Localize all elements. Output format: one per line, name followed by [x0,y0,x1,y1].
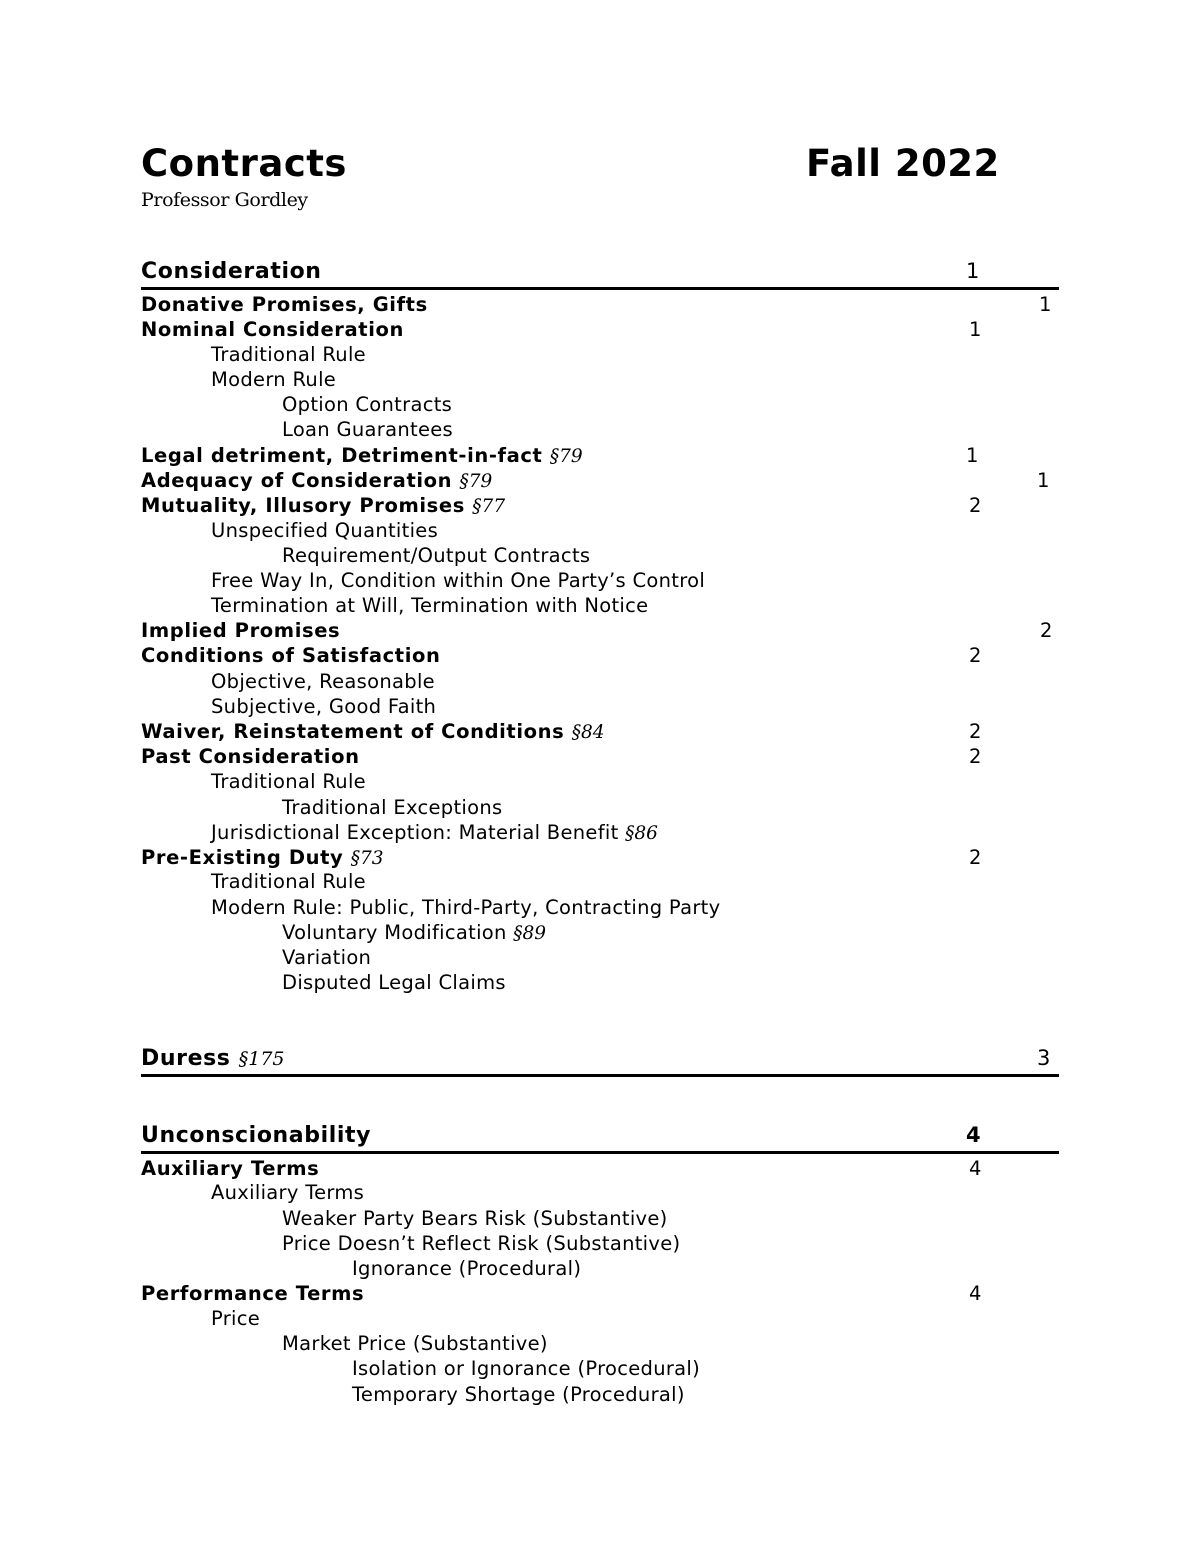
entry-text: Temporary Shortage (Procedural) [352,1383,685,1406]
page-number: 2 [969,720,982,743]
section-citation: §79 [459,471,493,492]
outline-entry [0,518,1200,543]
outline-entry [0,643,1200,668]
entry-text: Mutuality, Illusory Promises [141,494,465,517]
entry-text: Objective, Reasonable [211,670,435,693]
outline-entry [0,493,1200,518]
outline-entry [0,342,1200,367]
entry-text: Requirement/Output Contracts [282,544,591,567]
entry-text: Loan Guarantees [282,418,454,441]
page-number: 2 [969,745,982,768]
entry-text: Free Way In, Condition within One Party’s Control [211,569,706,592]
page-number: 1 [966,259,980,283]
entry-text: Nominal Consideration [141,318,404,341]
outline-entry [0,719,1200,744]
entry-text: Legal detriment, Detriment-in-fact [141,444,543,467]
outline-entry [0,618,1200,643]
section-title: Unconscionability [141,1123,372,1148]
outline-entry [0,292,1200,317]
outline-entry [0,1331,1200,1356]
section-rule [141,287,1059,290]
entry-text: Jurisdictional Exception: Material Benefit [211,821,619,844]
page-number: 1 [1039,293,1052,316]
outline-entry [0,669,1200,694]
page-number: 2 [1040,619,1053,642]
section-citation: §175 [238,1048,285,1070]
entry-text: Weaker Party Bears Risk (Substantive) [282,1207,668,1230]
entry-text: Option Contracts [282,393,453,416]
outline-entry [0,694,1200,719]
entry-text: Traditional Rule [211,870,366,893]
page-number: 2 [969,494,982,517]
entry-text: Adequacy of Consideration [141,469,453,492]
section-heading-unconscionability [0,1123,1200,1148]
entry-text: Auxiliary Terms [141,1157,320,1180]
page-number: 4 [966,1123,982,1147]
outline-entry [0,1180,1200,1205]
outline-entry [0,317,1200,342]
outline-entry [0,1281,1200,1306]
entry-text: Price Doesn’t Reflect Risk (Substantive) [282,1232,681,1255]
section-heading-duress [0,1046,1200,1071]
entry-text: Variation [282,946,372,969]
entry-text: Market Price (Substantive) [282,1332,548,1355]
outline-entry [0,392,1200,417]
entry-text: Conditions of Satisfaction [141,644,441,667]
outline-entry [0,920,1200,945]
section-citation: §79 [549,446,583,467]
outline-entry [0,970,1200,995]
outline-entry [0,820,1200,845]
entry-text: Disputed Legal Claims [282,971,506,994]
entry-text: Voluntary Modification [282,921,507,944]
entry-text: Termination at Will, Termination with Notice [211,594,649,617]
outline-entry [0,568,1200,593]
outline-entry [0,895,1200,920]
course-title: Contracts [141,142,347,185]
section-citation: §84 [571,722,605,743]
entry-text: Subjective, Good Faith [211,695,437,718]
entry-text: Traditional Rule [211,343,366,366]
page-number: 2 [969,644,982,667]
outline-entry [0,1231,1200,1256]
entry-text: Waiver, Reinstatement of Conditions [141,720,565,743]
outline-entry [0,1156,1200,1181]
outline-entry [0,795,1200,820]
entry-text: Traditional Rule [211,770,366,793]
section-rule [141,1074,1059,1077]
section-title: Consideration [141,259,322,284]
section-heading-consideration [0,259,1200,284]
outline-entry [0,443,1200,468]
section-citation: §89 [513,923,546,944]
outline-entry [0,769,1200,794]
section-citation: §77 [472,496,506,517]
entry-text: Implied Promises [141,619,341,642]
outline-entry [0,1256,1200,1281]
outline-entry [0,1382,1200,1407]
outline-entry [0,869,1200,894]
entry-text: Modern Rule [211,368,337,391]
entry-text: Pre-Existing Duty [141,846,344,869]
outline-entry [0,945,1200,970]
page-number: 2 [969,846,982,869]
outline-entry [0,845,1200,870]
outline-entry [0,1356,1200,1381]
outline-entry [0,1206,1200,1231]
entry-text: Traditional Exceptions [282,796,503,819]
page-number: 4 [969,1282,982,1305]
section-title: Duress [141,1046,231,1071]
entry-text: Auxiliary Terms [211,1181,365,1204]
section-rule [141,1151,1059,1154]
section-citation: §73 [350,848,384,869]
page-number: 1 [966,444,979,467]
page-number: 3 [1037,1046,1051,1070]
entry-text: Isolation or Ignorance (Procedural) [352,1357,701,1380]
outline-entry [0,1306,1200,1331]
outline-entry [0,593,1200,618]
outline-entry [0,417,1200,442]
entry-text: Donative Promises, Gifts [141,293,428,316]
professor-name: Professor Gordley [141,189,308,211]
section-citation: §86 [625,823,658,844]
entry-text: Price [211,1307,261,1330]
entry-text: Ignorance (Procedural) [352,1257,582,1280]
outline-entry [0,543,1200,568]
page-number: 1 [969,318,982,341]
outline-entry [0,744,1200,769]
course-term: Fall 2022 [806,142,1000,185]
entry-text: Unspecified Quantities [211,519,439,542]
entry-text: Modern Rule: Public, Third-Party, Contracting Party [211,896,721,919]
page-number: 1 [1037,469,1050,492]
page-number: 4 [969,1157,982,1180]
outline-entry [0,367,1200,392]
outline-entry [0,468,1200,493]
entry-text: Performance Terms [141,1282,365,1305]
entry-text: Past Consideration [141,745,360,768]
